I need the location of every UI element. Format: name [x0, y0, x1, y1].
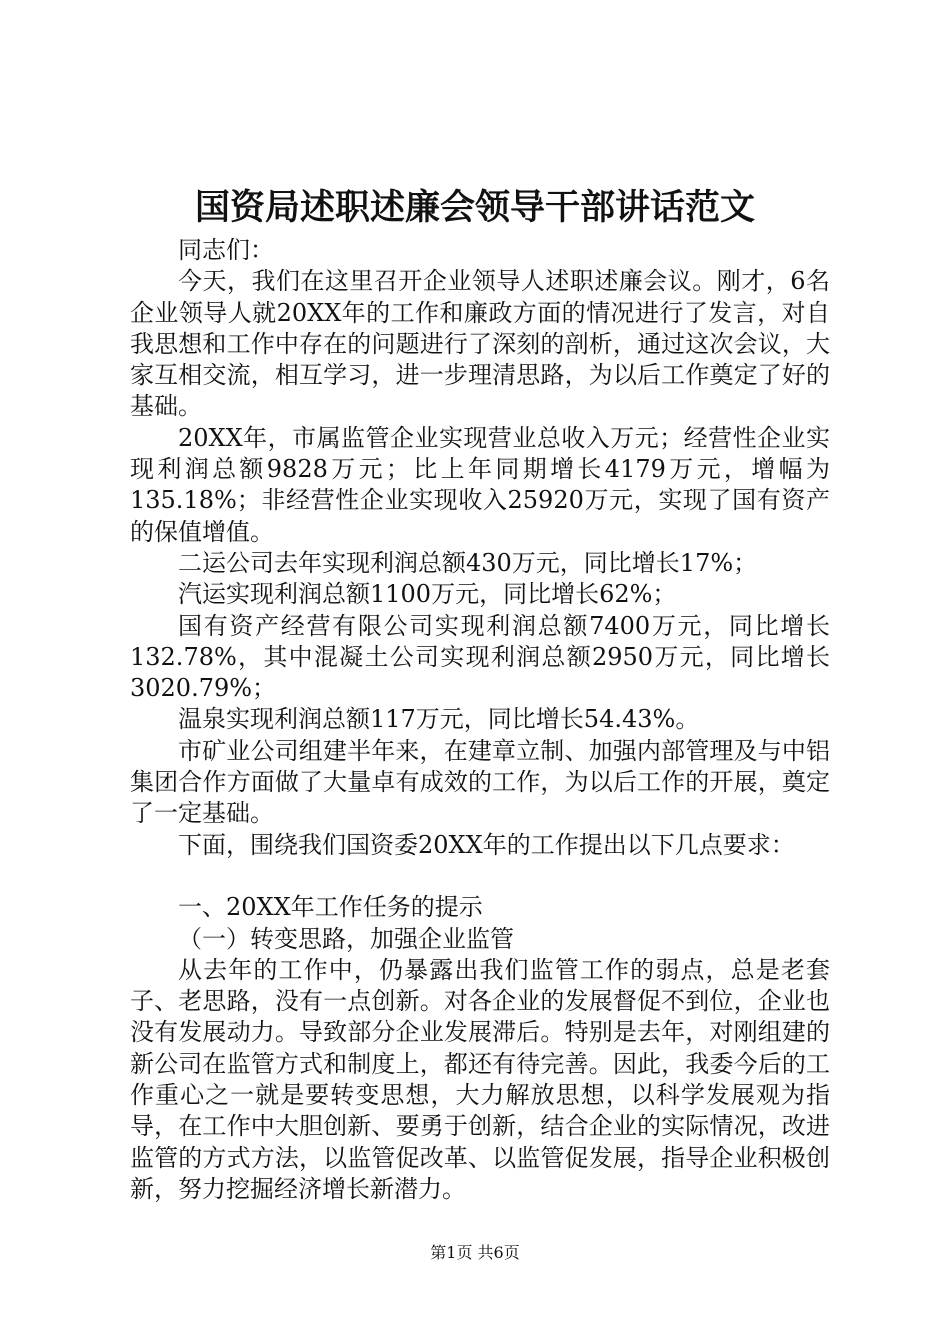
blank-line — [130, 861, 830, 892]
paragraph-opening: 今天，我们在这里召开企业领导人述职述廉会议。刚才，6名企业领导人就20XX年的工作和廉政方面的情况进行了发言，对自我思想和工作中存在的问题进行了深刻的剖析，通过这次会议，大家互相交流，相互学习，进一步理清思路，为以后工作奠定了好的基础。 — [130, 267, 830, 421]
paragraph-supervision: 从去年的工作中，仍暴露出我们监管工作的弱点，总是老套子、老思路，没有一点创新。对各企业的发展督促不到位，企业也没有发展动力。导致部分企业发展滞后。特别是去年，对刚组建的新公司在监管方式和制度上，都还有待完善。因此，我委今后的工作重心之一就是要转变思想，大力解放思想，以科学发展观为指导，在工作中大胆创新、要勇于创新，结合企业的实际情况，改进监管的方式方法，以监管促改革、以监管促发展，指导企业积极创新，努力挖掘经济增长新潜力。 — [130, 955, 830, 1203]
document-body — [130, 235, 830, 1205]
document-title: 国资局述职述廉会领导干部讲话范文 — [194, 188, 755, 228]
paragraph-qiyun: 汽运实现利润总额1100万元，同比增长62%； — [178, 580, 677, 609]
subsection-heading: （一）转变思路，加强企业监管 — [178, 924, 514, 953]
section-heading: 一、20XX年工作任务的提示 — [178, 893, 483, 922]
salutation: 同志们： — [178, 236, 274, 264]
paragraph-state-assets: 国有资产经营有限公司实现利润总额7400万元，同比增长132.78%，其中混凝土公司实现利润总额2950万元，同比增长3020.79%； — [130, 611, 830, 703]
paragraph-mining: 市矿业公司组建半年来，在建章立制、加强内部管理及与中铝集团合作方面做了大量卓有成效的工作，为以后工作的开展，奠定了一定基础。 — [130, 736, 830, 828]
paragraph-eryun: 二运公司去年实现利润总额430万元，同比增长17%； — [178, 548, 758, 577]
paragraph-requirements-intro: 下面，围绕我们国资委20XX年的工作提出以下几点要求： — [178, 830, 795, 859]
paragraph-hot-spring: 温泉实现利润总额117万元，同比增长54.43%。 — [178, 705, 700, 734]
page-footer: 第1页 共6页 — [430, 1243, 520, 1262]
paragraph-performance: 20XX年，市属监管企业实现营业总收入万元；经营性企业实现利润总额9828万元；比上年同期增长4179万元，增幅为135.18%；非经营性企业实现收入25920万元，实现了国有资产的保值增值。 — [130, 423, 830, 546]
